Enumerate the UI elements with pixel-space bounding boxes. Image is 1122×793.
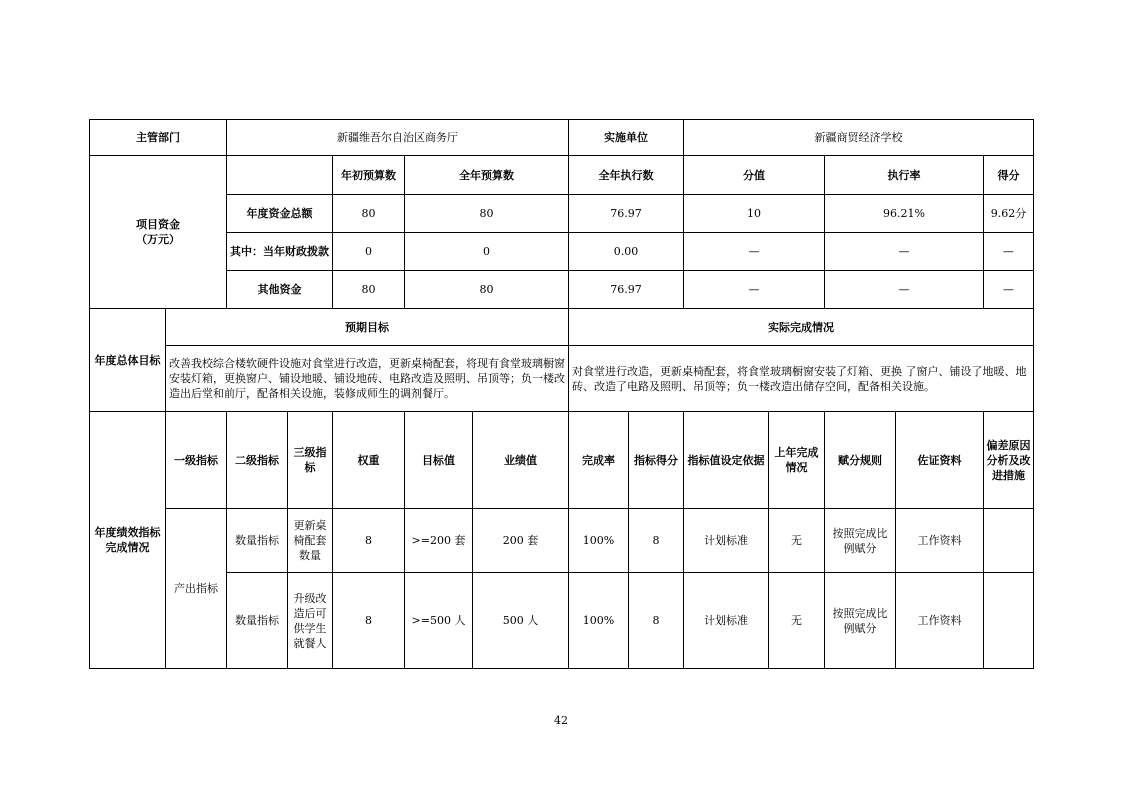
evidence-value: 工作资料	[896, 573, 984, 669]
funds-row-initial: 0	[333, 233, 405, 271]
page-number: 42	[554, 714, 568, 727]
last-year-value: 无	[769, 509, 825, 573]
actual-value: 200 套	[473, 509, 569, 573]
scoring-rule-value: 按照完成比例赋分	[825, 573, 896, 669]
header-weight: 权重	[333, 412, 405, 509]
indicator-score-value: 8	[629, 509, 684, 573]
expected-goal-text: 改善我校综合楼软硬件设施对食堂进行改造，更新桌椅配套，将现有食堂玻璃橱窗安装灯箱，更换窗户、铺设地暖、铺设地砖、电路改造及照明、吊顶等；负一楼改造出后堂和前厅，配备相关设施，装修成师生的调剂餐厅。	[166, 346, 569, 412]
funds-row-value: —	[684, 233, 825, 271]
basis-value: 计划标准	[684, 509, 769, 573]
level3-value: 更新桌椅配套数量	[288, 509, 333, 573]
basis-value: 计划标准	[684, 573, 769, 669]
funds-label: 项目资金 （万元）	[90, 156, 227, 309]
funds-row-score: —	[984, 271, 1034, 309]
last-year-value: 无	[769, 573, 825, 669]
funds-row-annual: 80	[405, 271, 569, 309]
funds-row-score: 9.62分	[984, 195, 1034, 233]
funds-row-label: 其他资金	[227, 271, 333, 309]
completion-value: 100%	[569, 573, 629, 669]
funds-row-annual: 0	[405, 233, 569, 271]
header-completion: 完成率	[569, 412, 629, 509]
level2-value: 数量指标	[227, 573, 288, 669]
unit-label: 实施单位	[569, 120, 684, 156]
funds-row-exec: 76.97	[569, 195, 684, 233]
completion-value: 100%	[569, 509, 629, 573]
funds-header-blank	[227, 156, 333, 195]
funds-row-label: 年度资金总额	[227, 195, 333, 233]
scoring-rule-value: 按照完成比例赋分	[825, 509, 896, 573]
header-annual-budget: 全年预算数	[405, 156, 569, 195]
actual-result-text: 对食堂进行改造，更新桌椅配套，将食堂玻璃橱窗安装了灯箱、更换 了窗户、铺设了地暖、地砖、改造了电路及照明、吊顶等；负一楼改造出储存空间，配备相关设施。	[569, 346, 1034, 412]
dept-value: 新疆维吾尔自治区商务厅	[227, 120, 569, 156]
header-initial-budget: 年初预算数	[333, 156, 405, 195]
level2-value: 数量指标	[227, 509, 288, 573]
header-actual: 业绩值	[473, 412, 569, 509]
header-level3: 三级指标	[288, 412, 333, 509]
funds-row-score: —	[984, 233, 1034, 271]
header-target: 目标值	[405, 412, 473, 509]
header-level2: 二级指标	[227, 412, 288, 509]
perf-section-label: 年度绩效指标完成情况	[90, 412, 166, 669]
dept-label: 主管部门	[90, 120, 227, 156]
header-basis: 指标值设定依据	[684, 412, 769, 509]
deviation-value	[984, 573, 1034, 669]
header-score: 得分	[984, 156, 1034, 195]
level3-value: 升级改造后可供学生就餐人	[288, 573, 333, 669]
header-scoring-rule: 赋分规则	[825, 412, 896, 509]
funds-row-rate: 96.21%	[825, 195, 984, 233]
weight-value: 8	[333, 573, 405, 669]
funds-row-value: —	[684, 271, 825, 309]
funds-row-exec: 0.00	[569, 233, 684, 271]
header-annual-exec: 全年执行数	[569, 156, 684, 195]
header-indicator-score: 指标得分	[629, 412, 684, 509]
header-level1: 一级指标	[166, 412, 227, 509]
annual-goal-label: 年度总体目标	[90, 309, 166, 412]
weight-value: 8	[333, 509, 405, 573]
funds-row-label: 其中：当年财政拨款	[227, 233, 333, 271]
actual-result-header: 实际完成情况	[569, 309, 1034, 346]
evidence-value: 工作资料	[896, 509, 984, 573]
header-last-year: 上年完成情况	[769, 412, 825, 509]
funds-row-initial: 80	[333, 195, 405, 233]
header-exec-rate: 执行率	[825, 156, 984, 195]
header-deviation: 偏差原因分析及改进措施	[984, 412, 1034, 509]
funds-row-initial: 80	[333, 271, 405, 309]
actual-value: 500 人	[473, 573, 569, 669]
performance-table	[89, 119, 1034, 669]
funds-row-annual: 80	[405, 195, 569, 233]
deviation-value	[984, 509, 1034, 573]
funds-row-value: 10	[684, 195, 825, 233]
target-value: >=500 人	[405, 573, 473, 669]
funds-row-exec: 76.97	[569, 271, 684, 309]
unit-value: 新疆商贸经济学校	[684, 120, 1034, 156]
indicator-score-value: 8	[629, 573, 684, 669]
header-score-value: 分值	[684, 156, 825, 195]
funds-row-rate: —	[825, 233, 984, 271]
expected-goal-header: 预期目标	[166, 309, 569, 346]
funds-row-rate: —	[825, 271, 984, 309]
level1-value: 产出指标	[166, 509, 227, 669]
target-value: >=200 套	[405, 509, 473, 573]
header-evidence: 佐证资料	[896, 412, 984, 509]
